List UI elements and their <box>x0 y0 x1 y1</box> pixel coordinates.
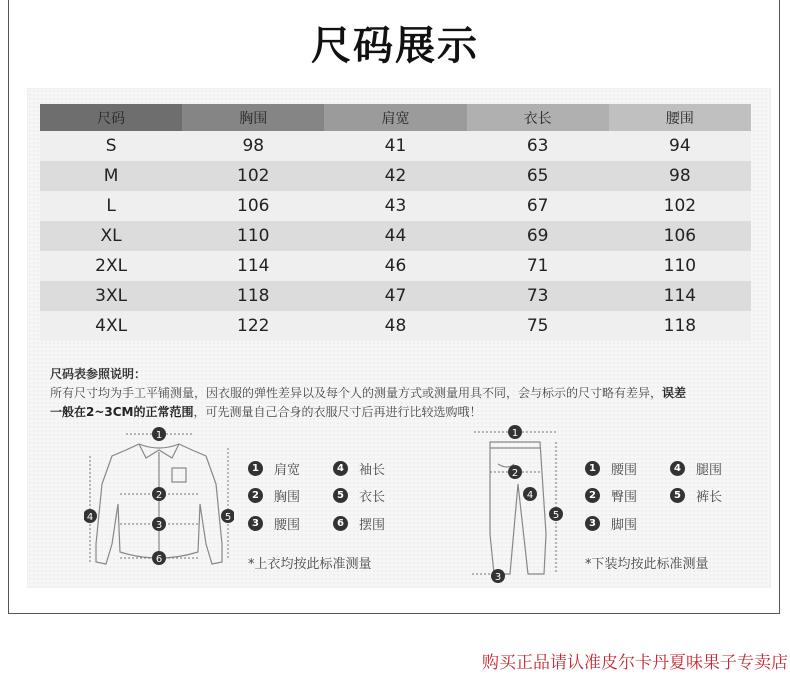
shirt-legend-item <box>248 514 300 533</box>
notes-title: 尺码表参照说明： <box>50 367 147 381</box>
shirt-legend-item <box>333 514 385 533</box>
header-length: 衣长 <box>467 104 609 131</box>
cell: 98 <box>609 161 751 191</box>
cell: M <box>40 161 182 191</box>
legend-label: 衣长 <box>359 490 386 505</box>
page-title: 尺码展示 <box>311 23 479 69</box>
size-chart-frame <box>8 0 780 614</box>
svg-text:6: 6 <box>155 554 163 565</box>
cell: 2XL <box>40 251 182 281</box>
cell: 106 <box>609 221 751 251</box>
cell: 73 <box>467 281 609 311</box>
legend-label: 肩宽 <box>274 463 301 478</box>
promo-text: 购买正品请认准皮尔卡丹夏味果子专卖店 <box>482 653 788 673</box>
number-badge-icon: 6 <box>333 516 348 531</box>
legend-label: 脚围 <box>611 518 638 533</box>
cell: 98 <box>182 131 324 161</box>
number-badge-icon: 4 <box>670 461 685 476</box>
cell: 118 <box>182 281 324 311</box>
notes-emphasis-2: 一般在2~3CM的正常范围 <box>50 405 194 419</box>
notes-text <box>50 384 752 422</box>
cell: 44 <box>324 221 466 251</box>
legend-label: 腿围 <box>696 463 723 478</box>
shirt-marker-5 <box>221 509 234 523</box>
shirt-marker-3 <box>152 517 166 531</box>
legend-label: 裤长 <box>696 490 723 505</box>
svg-text:3: 3 <box>155 520 163 531</box>
cell: 69 <box>467 221 609 251</box>
legend-label: 腰围 <box>611 463 638 478</box>
pants-outline <box>490 442 546 574</box>
cell: 106 <box>182 191 324 221</box>
svg-text:1: 1 <box>155 430 163 441</box>
legend-label: 摆围 <box>359 518 386 533</box>
size-panel <box>27 88 771 588</box>
header-shoulder: 肩宽 <box>324 104 466 131</box>
shirt-marker-2 <box>152 487 166 501</box>
cell: 42 <box>324 161 466 191</box>
number-badge-icon: 2 <box>585 488 600 503</box>
svg-text:5: 5 <box>552 510 560 521</box>
cell: 122 <box>182 311 324 341</box>
number-badge-icon: 3 <box>248 516 263 531</box>
shirt-marker-6 <box>152 551 166 565</box>
cell: XL <box>40 221 182 251</box>
legend-label: 袖长 <box>359 463 386 478</box>
cell: 63 <box>467 131 609 161</box>
shirt-legend-item <box>333 459 385 478</box>
shirt-outline <box>96 444 222 564</box>
pants-diagram <box>468 424 568 584</box>
cell: 102 <box>182 161 324 191</box>
table-row <box>40 161 751 191</box>
cell: 118 <box>609 311 751 341</box>
pants-legend-item <box>670 486 722 505</box>
shirt-legend-item <box>333 486 385 505</box>
table-row <box>40 221 751 251</box>
cell: 43 <box>324 191 466 221</box>
shirt-hint: *上衣均按此标准测量 <box>248 557 372 572</box>
table-header-row <box>40 104 751 131</box>
shirt-marker-4 <box>84 509 97 523</box>
cell: 47 <box>324 281 466 311</box>
table-row <box>40 191 751 221</box>
table-row <box>40 251 751 281</box>
cell: 110 <box>182 221 324 251</box>
pants-legend-item <box>585 486 637 505</box>
number-badge-icon: 2 <box>248 488 263 503</box>
legend-label: 臀围 <box>611 490 638 505</box>
cell: 41 <box>324 131 466 161</box>
cell: 102 <box>609 191 751 221</box>
cell: 46 <box>324 251 466 281</box>
shirt-marker-1 <box>152 427 166 441</box>
header-chest: 胸围 <box>182 104 324 131</box>
pants-hint: *下装均按此标准测量 <box>585 557 709 572</box>
cell: S <box>40 131 182 161</box>
cell: L <box>40 191 182 221</box>
cell: 71 <box>467 251 609 281</box>
pants-marker-1 <box>508 425 522 439</box>
number-badge-icon: 1 <box>248 461 263 476</box>
cell: 67 <box>467 191 609 221</box>
number-badge-icon: 1 <box>585 461 600 476</box>
header-waist: 腰围 <box>609 104 751 131</box>
pants-markers <box>491 425 563 583</box>
number-badge-icon: 5 <box>333 488 348 503</box>
notes-line2: ，可先测量自己合身的衣服尺寸后再进行比较选购哦！ <box>193 405 482 419</box>
shirt-legend-item <box>248 459 300 478</box>
svg-text:4: 4 <box>86 512 94 523</box>
cell: 94 <box>609 131 751 161</box>
svg-text:2: 2 <box>155 490 163 501</box>
notes-line1: 所有尺寸均为手工平铺测量，因衣服的弹性差异以及每个人的测量方式或测量用具不同，会与标示的尺寸略有差异， <box>50 386 663 400</box>
number-badge-icon: 5 <box>670 488 685 503</box>
shirt-diagram <box>84 424 234 574</box>
cell: 114 <box>182 251 324 281</box>
header-size: 尺码 <box>40 104 182 131</box>
notes-emphasis-1: 误差 <box>662 386 687 400</box>
cell: 48 <box>324 311 466 341</box>
svg-text:4: 4 <box>526 490 534 501</box>
pants-legend-item <box>585 514 637 533</box>
shirt-legend-item <box>248 486 300 505</box>
cell: 75 <box>467 311 609 341</box>
cell: 114 <box>609 281 751 311</box>
number-badge-icon: 3 <box>585 516 600 531</box>
pants-marker-5 <box>549 507 563 521</box>
table-row <box>40 131 751 161</box>
table-row <box>40 311 751 341</box>
table-row <box>40 281 751 311</box>
legend-label: 胸围 <box>274 490 301 505</box>
pants-marker-2 <box>508 465 522 479</box>
svg-text:2: 2 <box>511 468 519 479</box>
number-badge-icon: 4 <box>333 461 348 476</box>
cell: 110 <box>609 251 751 281</box>
svg-text:3: 3 <box>494 572 502 583</box>
cell: 3XL <box>40 281 182 311</box>
pants-marker-3 <box>491 569 505 583</box>
svg-text:1: 1 <box>511 428 519 439</box>
svg-text:5: 5 <box>224 512 232 523</box>
pants-legend-item <box>670 459 722 478</box>
legend-label: 腰围 <box>274 518 301 533</box>
pants-legend-item <box>585 459 637 478</box>
cell: 4XL <box>40 311 182 341</box>
size-table <box>40 104 751 341</box>
cell: 65 <box>467 161 609 191</box>
pants-marker-4 <box>523 487 537 501</box>
